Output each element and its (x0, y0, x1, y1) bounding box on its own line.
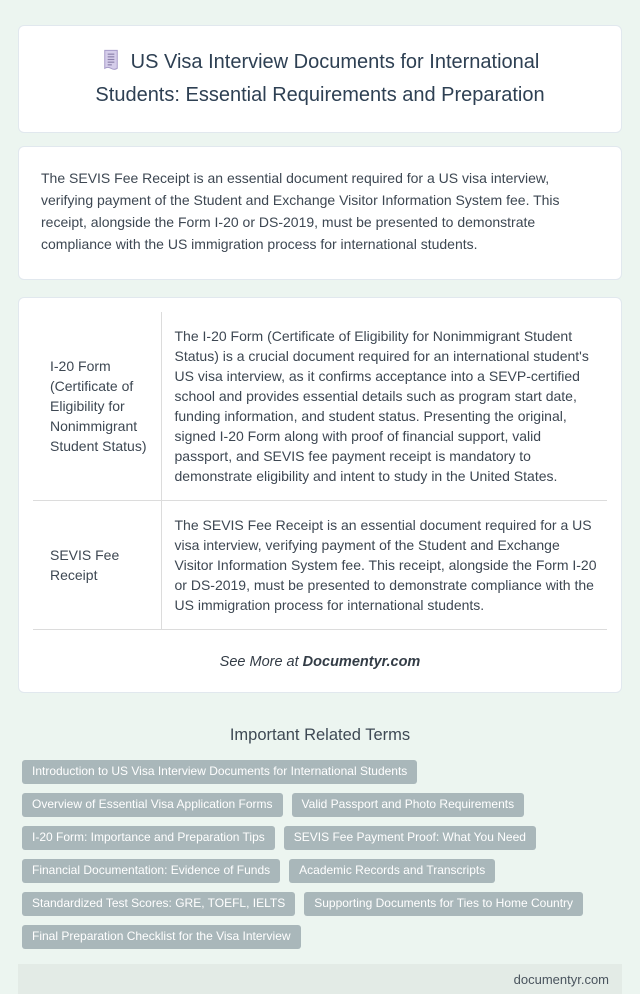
intro-paragraph: The SEVIS Fee Receipt is an essential document required for a US visa interview, verifying payment of the Student and Exchange Visitor Information System fee. This receipt, alongside the Form I-20 or DS-2019, must be presented to demonstrate compliance with the US immigration process for international students. (41, 170, 560, 252)
title-card (18, 25, 622, 133)
related-term-tag[interactable]: Valid Passport and Photo Requirements (292, 793, 525, 817)
related-term-tag[interactable]: Academic Records and Transcripts (289, 859, 495, 883)
term-cell: SEVIS Fee Receipt (33, 501, 161, 630)
related-term-tag[interactable]: Final Preparation Checklist for the Visa Interview (22, 925, 301, 949)
related-term-tag[interactable]: Financial Documentation: Evidence of Funds (22, 859, 280, 883)
page-title (60, 47, 580, 110)
see-more-brand-link[interactable]: Documentyr.com (302, 654, 421, 670)
glossary-table (33, 312, 607, 630)
related-terms-heading: Important Related Terms (229, 726, 411, 744)
receipt-icon (101, 49, 121, 80)
footer-bar (18, 964, 622, 994)
table-row (33, 501, 607, 630)
page-title-text: US Visa Interview Documents for International Students: Essential Requirements and Preparation (95, 51, 545, 106)
related-term-tag[interactable]: Overview of Essential Visa Application Forms (22, 793, 283, 817)
related-term-tag[interactable]: I-20 Form: Importance and Preparation Tips (22, 826, 275, 850)
term-cell: I-20 Form (Certificate of Eligibility for Nonimmigrant Student Status) (33, 312, 161, 501)
related-term-tag[interactable]: Supporting Documents for Ties to Home Country (304, 892, 583, 916)
footer-site-name: documentyr.com (513, 971, 609, 987)
definition-cell: The I-20 Form (Certificate of Eligibility for Nonimmigrant Student Status) is a crucial document required for an international student's US visa interview, as it confirms acceptance into a SEVP-certified school and provides essential details such as program start date, funding information, and student status. Presenting the original, signed I-20 Form along with proof of financial support, valid passport, and SEVIS fee payment receipt is mandatory to demonstrate eligibility and intent to study in the United States. (161, 312, 607, 501)
related-term-tag[interactable]: Standardized Test Scores: GRE, TOEFL, IELTS (22, 892, 295, 916)
see-more-line (33, 654, 607, 670)
intro-card (18, 146, 622, 280)
related-term-tag[interactable]: SEVIS Fee Payment Proof: What You Need (284, 826, 536, 850)
definition-cell: The SEVIS Fee Receipt is an essential document required for a US visa interview, verifying payment of the Student and Exchange Visitor Information System fee. This receipt, alongside the Form I-20 or DS-2019, must be presented to demonstrate compliance with the US immigration process for international students. (161, 501, 607, 630)
related-term-tag[interactable]: Introduction to US Visa Interview Documents for International Students (22, 760, 417, 784)
see-more-prefix: See More at (219, 654, 303, 670)
table-row (33, 312, 607, 501)
related-terms-list (22, 760, 618, 949)
glossary-card (18, 297, 622, 693)
